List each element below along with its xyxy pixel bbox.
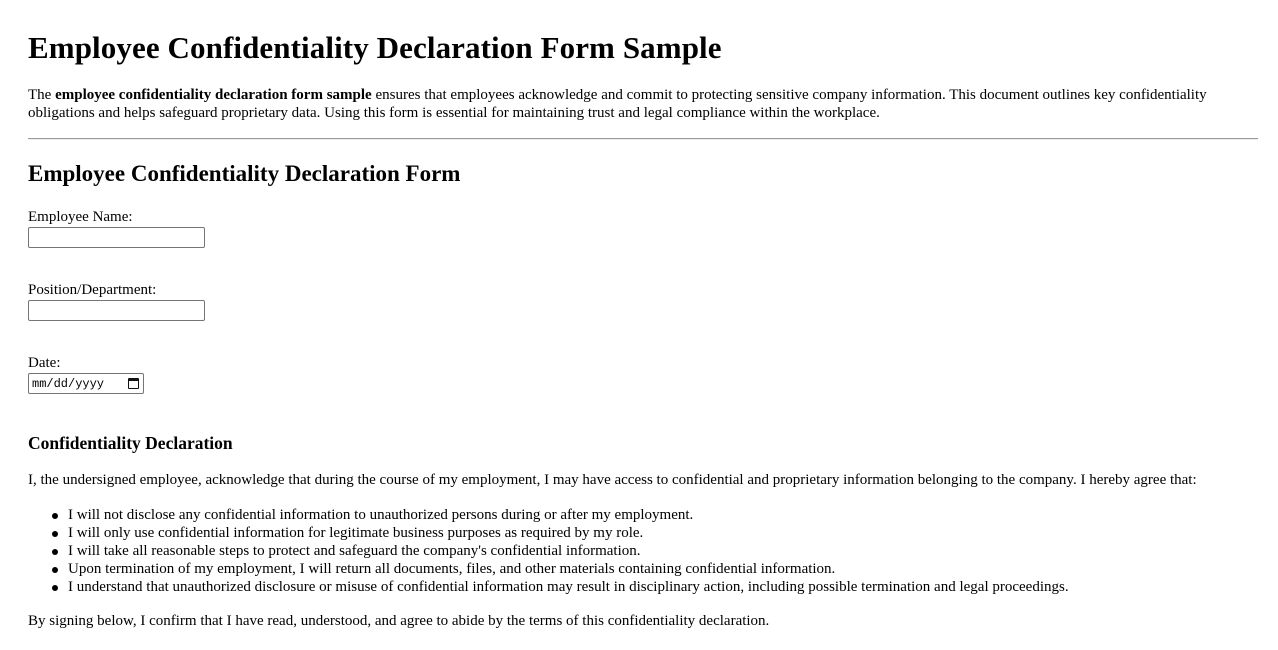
term-text: I will only use confidential information for legitimate business purposes as required by my role.	[68, 525, 644, 541]
date-placeholder: mm/dd/yyyy	[32, 376, 105, 391]
intro-bold-phrase: employee confidentiality declaration form sample	[55, 87, 372, 103]
list-item	[68, 524, 1250, 542]
list-item	[68, 506, 1250, 524]
position-department-input[interactable]	[28, 300, 205, 321]
confidentiality-form	[28, 160, 1250, 630]
section-divider	[28, 138, 1258, 140]
list-item	[68, 578, 1250, 596]
page-title: Employee Confidentiality Declaration Form Sample	[28, 30, 722, 65]
declaration-intro: I, the undersigned employee, acknowledge that during the course of my employment, I may have access to confidential and proprietary information belonging to the company. I hereby agree that:	[28, 472, 1197, 488]
intro-prefix: The	[28, 87, 56, 103]
term-text: I will take all reasonable steps to protect and safeguard the company's confidential information.	[68, 543, 641, 559]
term-text: I will not disclose any confidential information to unauthorized persons during or after my employment.	[68, 507, 694, 523]
form-heading: Employee Confidentiality Declaration Form	[28, 161, 461, 186]
list-item	[68, 542, 1250, 560]
bullet-icon	[52, 585, 58, 591]
bullet-icon	[52, 513, 58, 519]
intro-suffix: ensures that employees acknowledge and commit to protecting sensitive company information. This document outlines key confidentiality obligations and helps safeguard proprietary data. Using this form is essential for maintaining trust and legal compliance within the workplace.	[28, 87, 1207, 121]
date-label: Date:	[28, 355, 61, 371]
employee-name-label: Employee Name:	[28, 209, 133, 225]
declaration-terms-list	[28, 506, 1250, 596]
declaration-heading: Confidentiality Declaration	[28, 433, 233, 453]
date-input[interactable]	[28, 373, 144, 394]
bullet-icon	[52, 549, 58, 555]
intro-paragraph	[28, 86, 1228, 122]
position-department-label: Position/Department:	[28, 282, 157, 298]
term-text: Upon termination of my employment, I will return all documents, files, and other materials containing confidential information.	[68, 561, 836, 577]
bullet-icon	[52, 567, 58, 573]
term-text: I understand that unauthorized disclosure or misuse of confidential information may result in disciplinary action, including possible termination and legal proceedings.	[68, 579, 1069, 595]
calendar-icon[interactable]	[128, 378, 139, 389]
bullet-icon	[52, 531, 58, 537]
closing-statement: By signing below, I confirm that I have read, understood, and agree to abide by the terms of this confidentiality declaration.	[28, 613, 770, 629]
list-item	[68, 560, 1250, 578]
employee-name-input[interactable]	[28, 227, 205, 248]
